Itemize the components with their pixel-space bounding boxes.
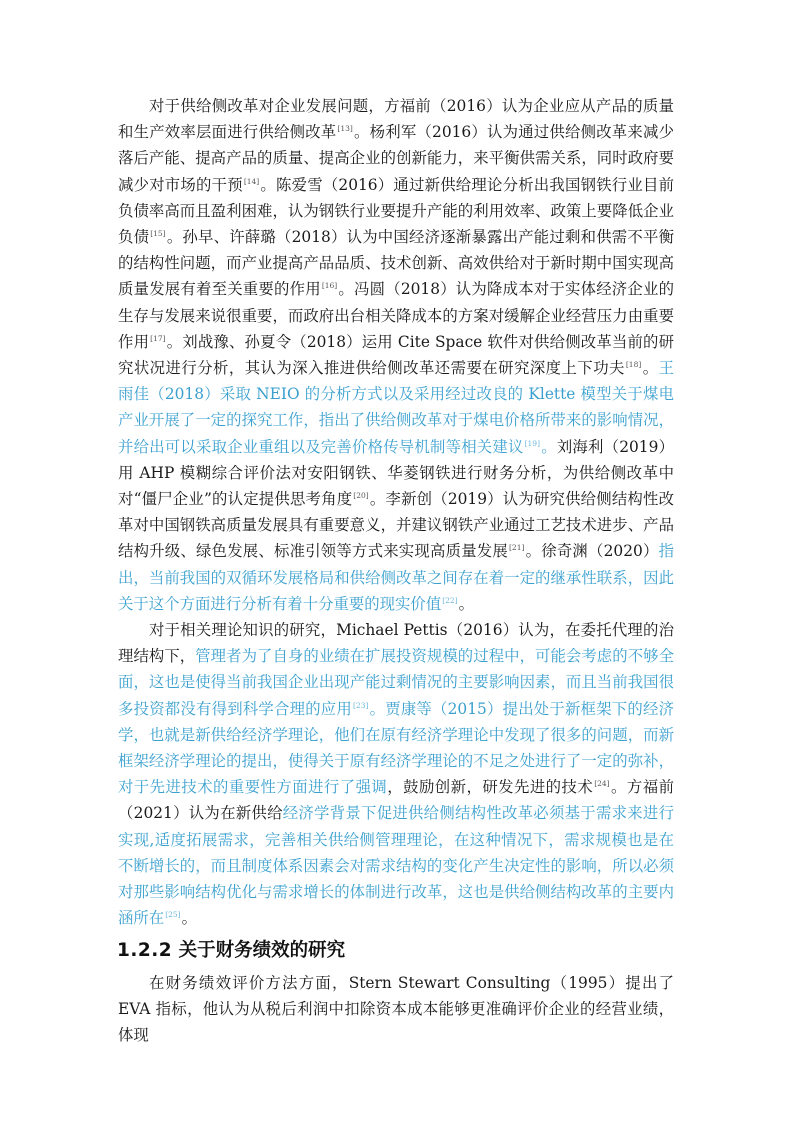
citation-ref: [16] (321, 281, 338, 291)
citation-ref: [19] (524, 438, 540, 448)
text-run: 。孙早、许薛璐（2018）认为中国经济逐渐暴露出产能过剩和供需不平衡的结构性问题，而产业提高产品品质、技术创新、高效供给对于新时期中国实现高质量发展有着至关重要的作用 (118, 228, 674, 299)
text-run: 。杨利军（2016）认为通过供给侧改革来减少落后产能、提高产品的质量、提高企业的创新能力，来平衡供需关系，同时政府要减少对市场的干预 (118, 123, 674, 194)
citation-ref: [21] (509, 543, 525, 553)
text-run: 刘海利（2019）用 AHP 模糊综合评价法对安阳钢铁、华菱钢铁进行财务分析，为供给侧改革中对“僵尸企业”的认定提供思考角度 (118, 437, 674, 509)
highlight-span (441, 595, 458, 613)
citation-ref: [20] (353, 491, 369, 501)
text-run: 在财务绩效评价方法方面，Stern Stewart Consulting（1995）提出了 EVA 指标，他认为从税后利润中扣除资本成本能够更准确评价企业的经营业绩，体现 (118, 973, 674, 1044)
text-run: 。 (642, 359, 659, 378)
highlighted-text: 王雨佳（2018）采取 NEIO 的分析方式以及采用经过改良的 Klette 模型关于煤电产业开展了一定的探究工作，指出了供给侧改革对于煤电价格所带来的影响情况，并给出可以采取企业重组以及完善价格传导机制等相关建议 (118, 359, 674, 456)
citation-ref: [13] (337, 124, 353, 134)
text-run: 对于供给侧改革对企业发展问题，方福前（2016）认为企业应从产品的质量和生产效率层面进行供给侧改革 (118, 97, 674, 142)
body-paragraph (118, 93, 674, 617)
highlight-span (164, 909, 181, 927)
citation-ref: [18] (625, 360, 642, 370)
text-run: 。徐奇渊（2020） (525, 542, 659, 561)
highlighted-text: 指出，当前我国的双循环发展格局和供给侧改革之间存在着一定的继承性联系，因此关于这个方面进行分析有着十分重要的现实价值 (118, 542, 674, 613)
body-paragraph (118, 617, 674, 931)
highlighted-text: 经济学背景下促进供给侧结构性改革必须基于需求来进行实现,适度拓展需求，完善相关供给侧管理理论，在这种情况下，需求规模也是在不断增长的，而且制度体系因素会对需求结构的变化产生决定性的影响，所以必须对那些影响结构优化与需求增长的体制进行改革，这也是供给侧结构改革的主要内涵所在 (118, 804, 674, 928)
citation-ref: [17] (150, 333, 166, 343)
section-title: 关于财务绩效的研究 (172, 939, 346, 961)
text-run: 。陈爱雪（2016）通过新供给理论分析出我国钢铁行业目前负债率高而且盈利困难，认为钢铁行业要提升产能的利用效率、政策上要降低企业负债 (118, 175, 674, 247)
text-run: 。 (458, 594, 475, 613)
text-run: 。冯圆（2018）认为降成本对于实体经济企业的生存与发展来说很重要，而政府出台相关降成本的方案对缓解企业经营压力由重要作用 (118, 280, 674, 351)
text-run: 。 (181, 909, 197, 928)
section-number: 1.2.2 (117, 939, 173, 961)
section-heading (117, 936, 674, 966)
citation-ref: [15] (150, 229, 166, 239)
highlighted-text: 。贾康等（2015）提出处于新框架下的经济学，也就是新供给经济学理论，他们在原有经济学理论中发现了很多的问题，而新框架经济学理论的提出，使得关于原有经济学理论的不足之处进行了一定的弥补，对于先进技术的重要性方面进行了强调 (118, 699, 674, 797)
paper-page (118, 93, 674, 1048)
citation-ref: [24] (594, 779, 610, 789)
highlight-span (352, 700, 369, 718)
citation-ref: [25] (165, 910, 181, 920)
text-run: ，鼓励创新，研发先进的技术 (387, 778, 594, 797)
text-run: 对于相关理论知识的研究，Michael Pettis（2016）认为，在委托代理的治理结构下， (118, 621, 674, 666)
citation-ref: [22] (442, 595, 458, 605)
body-paragraph (118, 970, 674, 1049)
text-run: 。李新创（2019）认为研究供给侧结构性改革对中国钢铁高质量发展具有重要意义，并建议钢铁产业通过工艺技术进步、产品结构升级、绿色发展、标准引领等方式来实现高质量发展 (118, 490, 674, 561)
citation-ref: [14] (243, 176, 260, 186)
highlight-span (118, 804, 674, 927)
highlight-span (524, 438, 541, 456)
text-run: 。刘战豫、孙夏令（2018）运用 Cite Space 软件对供给侧改革当前的研究状况进行分析，其认为深入推进供给侧改革还需要在研究深度上下功夫 (118, 332, 674, 378)
citation-ref: [23] (353, 700, 369, 710)
highlight-span (541, 438, 557, 456)
highlighted-text: 。 (541, 437, 557, 456)
highlighted-text: 管理者为了自身的业绩在扩展投资规模的过程中，可能会考虑的不够全面，这也是使得当前我国企业出现产能过剩情况的主要影响因素，而且当前我国很多投资都没有得到科学合理的应用 (118, 647, 674, 718)
text-run: 。方福前（2021）认为在新供给 (118, 778, 674, 823)
